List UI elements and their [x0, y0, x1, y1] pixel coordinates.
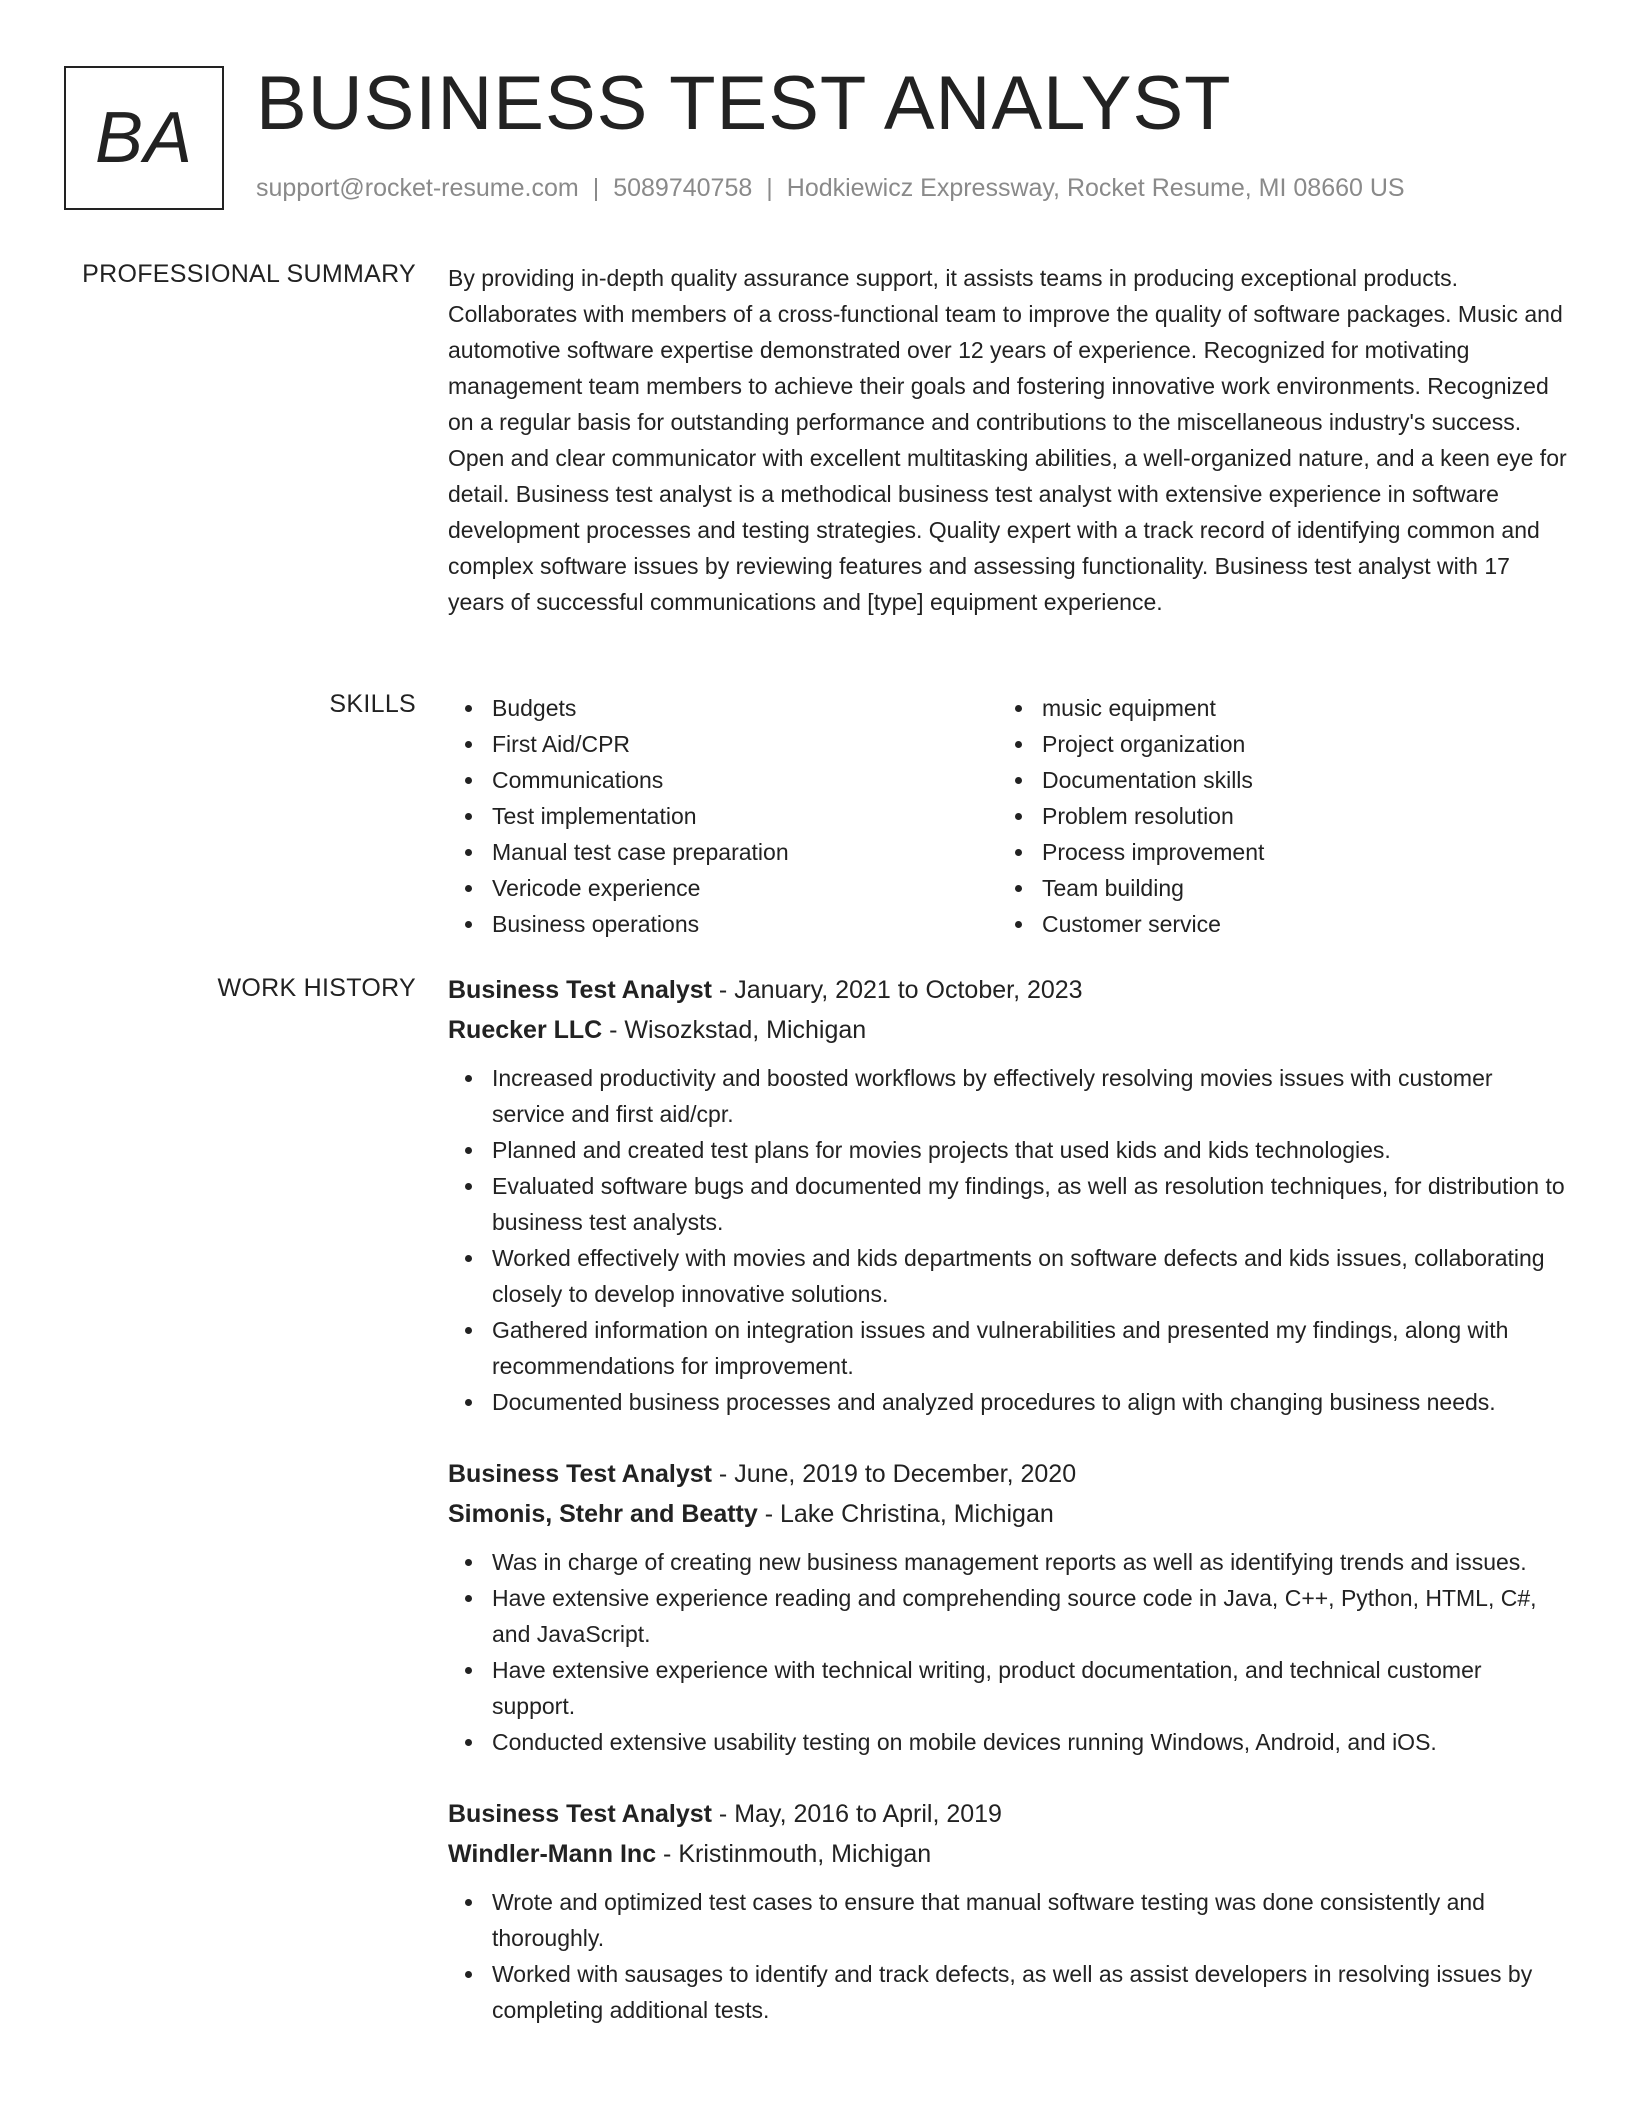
job-bullet: Evaluated software bugs and documented my findings, as well as resolution techniques, for distribution to business test analysts.: [448, 1168, 1570, 1240]
job-bullets: [448, 1884, 1570, 2028]
skill-item: First Aid/CPR: [448, 726, 998, 762]
job-bullets: [448, 1060, 1570, 1420]
skill-item: Process improvement: [998, 834, 1548, 870]
job-entry: [448, 1454, 1570, 1760]
job-entry: [448, 970, 1570, 1420]
job-title-line: [448, 1794, 1570, 1834]
skill-item: Business operations: [448, 906, 998, 942]
skill-item: Test implementation: [448, 798, 998, 834]
job-title-line: [448, 970, 1570, 1010]
summary-body: [448, 260, 1570, 620]
skill-item: Problem resolution: [998, 798, 1548, 834]
work-history-heading: WORK HISTORY: [217, 974, 416, 1002]
summary-heading: PROFESSIONAL SUMMARY: [82, 260, 416, 288]
summary-text: By providing in-depth quality assurance support, it assists teams in producing exceptional products. Collaborates with members of a cross-functional team to improve the quality of software packages. Music and automotive software expertise demonstrated over 12 years of experience. Recognized for motivating management team members to achieve their goals and fostering innovative work environments. Recognized on a regular basis for outstanding performance and contributions to the miscellaneous industry's success. Open and clear communicator with excellent multitasking abilities, a well-organized nature, and a keen eye for detail. Business test analyst is a methodical business test analyst with extensive experience in software development processes and testing strategies. Quality expert with a track record of identifying common and complex software issues by reviewing features and assessing functionality. Business test analyst with 17 years of successful communications and [type] equipment experience.: [448, 265, 1567, 615]
job-title-line: [448, 1454, 1570, 1494]
monogram-badge: BA: [64, 66, 224, 210]
skill-item: Budgets: [448, 690, 998, 726]
job-dates: - June, 2019 to December, 2020: [711, 1460, 1077, 1488]
contact-phone: 5089740758: [613, 174, 753, 202]
skill-item: Customer service: [998, 906, 1548, 942]
job-dates: - May, 2016 to April, 2019: [711, 1800, 1002, 1828]
skill-item: Vericode experience: [448, 870, 998, 906]
job-entry: [448, 1794, 1570, 2028]
job-location: - Wisozkstad, Michigan: [602, 1016, 867, 1044]
job-company: Windler-Mann Inc: [448, 1840, 657, 1868]
job-company-line: [448, 1834, 1570, 1874]
job-bullets: [448, 1544, 1570, 1760]
contact-email: support@rocket-resume.com: [256, 174, 579, 202]
skills-columns: [448, 690, 1570, 942]
skills-list-right: [998, 690, 1548, 942]
job-location: - Kristinmouth, Michigan: [656, 1840, 932, 1868]
job-dates: - January, 2021 to October, 2023: [711, 976, 1083, 1004]
job-company: Ruecker LLC: [448, 1016, 603, 1044]
work-history-body: [448, 970, 1570, 2062]
job-bullet: Worked effectively with movies and kids departments on software defects and kids issues, collaborating closely to develop innovative solutions.: [448, 1240, 1570, 1312]
contact-line: [256, 174, 1405, 203]
skills-heading: SKILLS: [329, 690, 416, 718]
skill-item: Project organization: [998, 726, 1548, 762]
job-bullet: Wrote and optimized test cases to ensure that manual software testing was done consistently and thoroughly.: [448, 1884, 1570, 1956]
job-bullet: Have extensive experience with technical writing, product documentation, and technical customer support.: [448, 1652, 1570, 1724]
skill-item: Team building: [998, 870, 1548, 906]
job-bullet: Increased productivity and boosted workflows by effectively resolving movies issues with customer service and first aid/cpr.: [448, 1060, 1570, 1132]
skill-item: Manual test case preparation: [448, 834, 998, 870]
job-bullet: Was in charge of creating new business management reports as well as identifying trends and issues.: [448, 1544, 1570, 1580]
resume-header: [64, 61, 1564, 216]
job-role: Business Test Analyst: [448, 1460, 712, 1488]
skill-item: Documentation skills: [998, 762, 1548, 798]
contact-separator: |: [766, 174, 773, 202]
skill-item: music equipment: [998, 690, 1548, 726]
job-bullet: Have extensive experience reading and comprehending source code in Java, C++, Python, HTML, C#, and JavaScript.: [448, 1580, 1570, 1652]
job-company: Simonis, Stehr and Beatty: [448, 1500, 758, 1528]
job-bullet: Documented business processes and analyzed procedures to align with changing business needs.: [448, 1384, 1570, 1420]
job-company-line: [448, 1010, 1570, 1050]
job-bullet: Planned and created test plans for movies projects that used kids and kids technologies.: [448, 1132, 1570, 1168]
contact-address: Hodkiewicz Expressway, Rocket Resume, MI 08660 US: [786, 174, 1405, 202]
skill-item: Communications: [448, 762, 998, 798]
job-bullet: Conducted extensive usability testing on mobile devices running Windows, Android, and iOS.: [448, 1724, 1570, 1760]
job-location: - Lake Christina, Michigan: [757, 1500, 1054, 1528]
resume-title: BUSINESS TEST ANALYST: [256, 61, 1232, 146]
skills-list-left: [448, 690, 998, 942]
job-role: Business Test Analyst: [448, 976, 712, 1004]
job-bullet: Worked with sausages to identify and track defects, as well as assist developers in resolving issues by completing additional tests.: [448, 1956, 1570, 2028]
job-bullet: Gathered information on integration issues and vulnerabilities and presented my findings, along with recommendations for improvement.: [448, 1312, 1570, 1384]
job-role: Business Test Analyst: [448, 1800, 712, 1828]
contact-separator: |: [592, 174, 600, 202]
skills-body: [448, 690, 1570, 942]
job-company-line: [448, 1494, 1570, 1534]
